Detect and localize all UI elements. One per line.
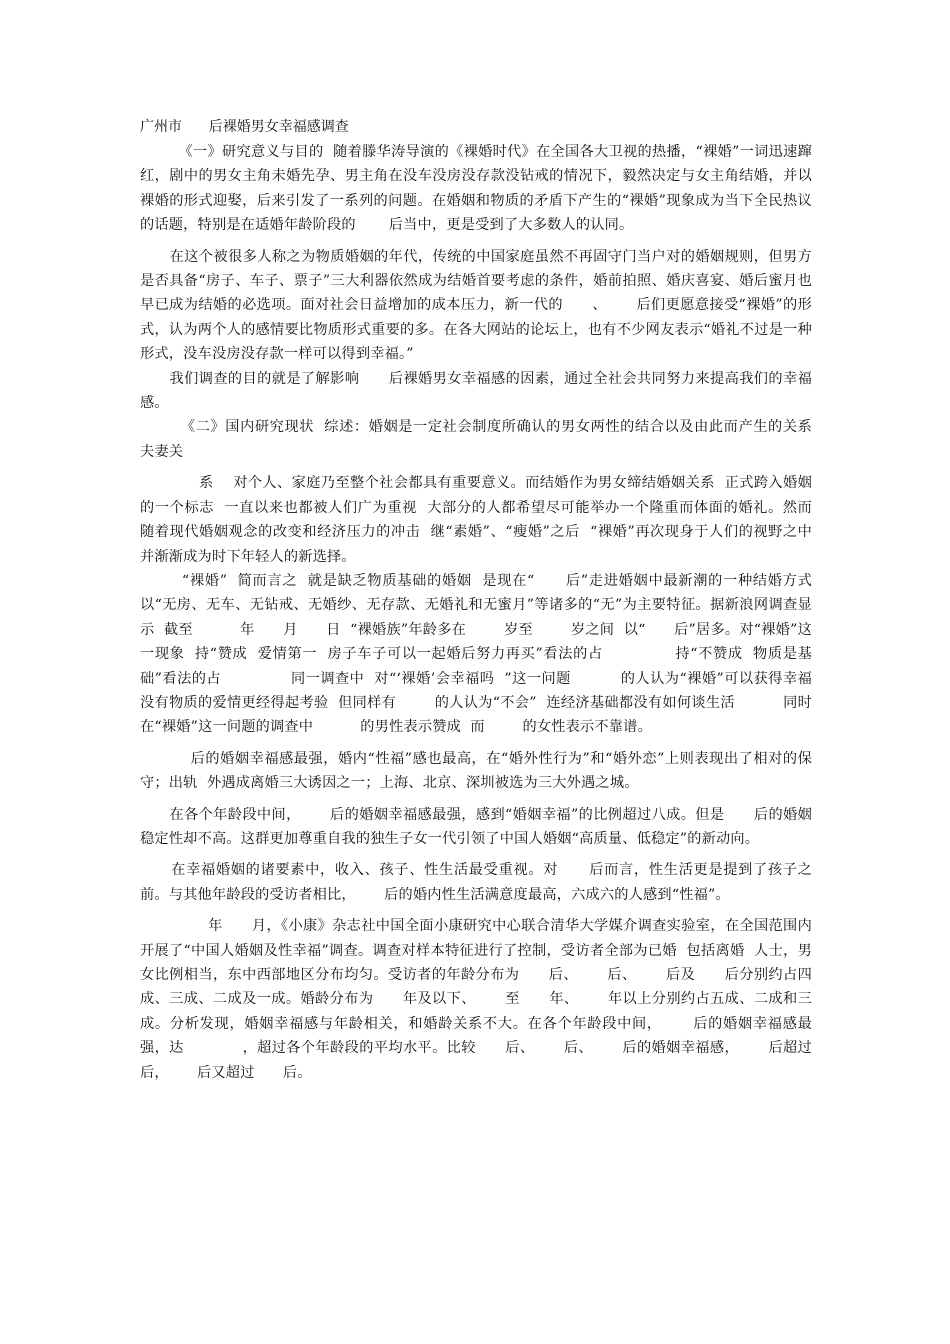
- document-page: [140, 117, 841, 1085]
- paragraph-happiness-strongest: 后的婚姻幸福感最强，婚内“性福”感也最高，在“婚外性行为”和“婚外恋”上则表现出了相对的保守；出轨 外遇成离婚三大诱因之一；上海、北京、深圳被选为三大外遇之城。: [140, 750, 812, 792]
- paragraph-happiness-factors: 在幸福婚姻的诸要素中，收入、孩子、性生活最受重视。对 后而言，性生活更是提到了孩子之前。与其他年龄段的受访者相比， 后的婚内性生活满意度最高，六成六的人感到“性福”。: [140, 862, 812, 903]
- paragraph-survey-goal: 我们调查的目的就是了解影响 后裸婚男女幸福感的因素，通过全社会共同努力来提高我们的幸福感。: [140, 370, 812, 412]
- paragraph-marriage-significance: 系 对个人、家庭乃至整个社会都具有重要意义。而结婚作为男女缔结婚姻关系 正式跨入婚姻的一个标志 一直以来也都被人们广为重视 大部分的人都希望尽可能举办一个隆重而体面的婚礼。然而 随着现代婚姻观念的改变和经济压力的冲击 继“素婚”、“瘦婚”之后 “裸婚”再次现身于人们的视野之中 并渐渐成为时下年轻人的新选择。: [140, 475, 822, 565]
- paragraph-research-purpose: 《一》研究意义与目的 随着滕华涛导演的《裸婚时代》在全国各大卫视的热播，“裸婚”一词迅速蹿红，剧中的男女主角未婚先孕、男主角在没车没房没存款没钻戒的情况下，毅然决定与女主角结婚，并以裸婚的形式迎娶，后来引发了一系列的问题。在婚姻和物质的矛盾下产生的“裸婚”现象成为当下全民热议的话题，特别是在适婚年龄阶段的 后当中，更是受到了大多数人的认同。: [140, 144, 812, 234]
- paragraph-naked-marriage-definition: “裸婚” 简而言之 就是缺乏物质基础的婚姻 是现在“ 后”走进婚姻中最新潮的一种结婚方式 以“无房、无车、无钻戒、无婚纱、无存款、无婚礼和无蜜月”等诸多的“无”为主要特征。据新浪网调查显示 截至 年 月 日 “裸婚族”年龄多在 岁至 岁之间 以“ 后”居多。对“裸婚”这一现象 持“赞成 爱情第一 房子车子可以一起婚后努力再买”看法的占 持“不赞成 物质是基础”看法的占 同一调查中 对“‘裸婚’会幸福吗 ”这一问题 的人认为“裸婚”可以获得幸福 没有物质的爱情更经得起考验 但同样有 的人认为“不会” 连经济基础都没有如何谈生活 同时 在“裸婚”这一问题的调查中 的男性表示赞成 而 的女性表示不靠谱。: [140, 572, 822, 736]
- paragraph-material-marriage: 在这个被很多人称之为物质婚姻的年代，传统的中国家庭虽然不再固守门当户对的婚姻规则，但男方是否具备“房子、车子、票子”三大利器依然成为结婚首要考虑的条件，婚前拍照、婚庆喜宴、婚后蜜月也早已成为结婚的必选项。面对社会日益增加的成本压力，新一代的 、 后们更愿意接受“裸婚”的形式，认为两个人的感情要比物质形式重要的多。在各大网站的论坛上，也有不少网友表示“婚礼不过是一种形式，没车没房没存款一样可以得到幸福。”: [140, 248, 812, 363]
- paragraph-xiaokang-survey: 年 月，《小康》杂志社中国全面小康研究中心联合清华大学媒介调查实验室，在全国范围内开展了“中国人婚姻及性幸福”调查。调查对样本特征进行了控制，受访者全部为已婚 包括离婚 人士，男女比例相当，东中西部地区分布均匀。受访者的年龄分布为 后、 后、 后及 后分别约占四成、三成、二成及一成。婚龄分布为 年及以下、 至 年、 年以上分别约占五成、二成和三成。分析发现，婚姻幸福感与年龄相关，和婚龄关系不大。在各个年龄段中间， 后的婚姻幸福感最强，达 ，超过各个年龄段的平均水平。比较 后、 后、 后的婚姻幸福感， 后超过 后， 后又超过 后。: [140, 918, 841, 1081]
- paragraph-domestic-research: 《二》国内研究现状 综述：婚姻是一定社会制度所确认的男女两性的结合以及由此而产生的关系 夫妻关: [140, 419, 822, 460]
- paragraph-age-groups: 在各个年龄段中间， 后的婚姻幸福感最强，感到“婚姻幸福”的比例超过八成。但是 后的婚姻稳定性却不高。这群更加尊重自我的独生子女一代引领了中国人婚姻“高质量、低稳定”的新动向。: [140, 806, 812, 847]
- document-title: 广州市 后裸婚男女幸福感调查: [140, 119, 349, 135]
